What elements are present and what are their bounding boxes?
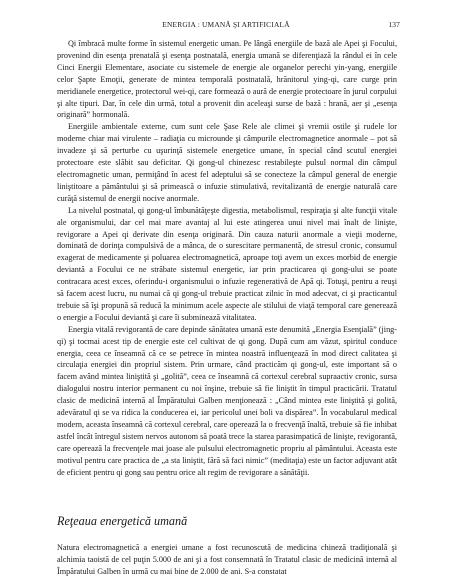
section-text [57, 542, 397, 578]
page-number: 137 [388, 20, 400, 29]
paragraph: Energiile ambientale externe, cum sunt cele Şase Rele ale climei şi vremii ostile şi rudele lor moderne chiar mai virulente – radiaţia cu microunde şi câmpurile electromagnetice anormale – pot să invadeze şi să perturbe cu uşurinţă sistemele energetice umane, în special când scutul energiei protectoare este slăbit sau deficitar. Qi gong-ul chinezesc restabileşte pulsul normal din câmpul electromagnetic uman, permiţând în acest fel adeptului să se conecteze la câmpul general de energie liniştitoare a pământului şi să primească o infuzie stimulativă, revitalizantă de energie naturală care curăţă sistemul de energii nocive anormale. [57, 122, 397, 203]
paragraph: Qi îmbracă multe forme în sistemul energetic uman. Pe lângă energiile de bază ale Apei şi Focului, provenind din esenţa prenatală şi esenţa postnatală, energia umană se diferenţiază la rândul ei în cele Cinci Energii Elementare, asociate cu sistemele de energie ale organelor perechi yin-yang, energiile celor Şapte Emoţii, generate de mintea temporală postnatală, hrănitorul ying-qi, care curge prin meridianele energetice, protectorul wei-qi, care formează o aură de energie protectoare în jurul corpului şi alte tipuri. Dar, în cele din urmă, totul a provenit din aceleaşi surse de bază : hrană, aer şi „esenţa originară” hormonală. [57, 39, 397, 120]
paragraph: Natura electromagnetică a energiei umane a fost recunoscută de medicina chineză tradiţională şi alchimia taoistă de cel puţin 5.000 de ani şi a fost consemnată în Tratatul clasic de medicină internă al Împăratului Galben în urmă cu mai bine de 2.000 de ani. S-a constatat [57, 543, 397, 576]
section-heading: Reţeaua energetică umană [57, 514, 188, 528]
running-header [0, 20, 452, 32]
paragraph: La nivelul postnatal, qi gong-ul îmbunătăţeşte digestia, metabolismul, respiraţia şi alte funcţii vitale ale organismului, dar cel mai mare avantaj al lui este atingerea unui nivel mai înalt de linişte, revigorare a Apei qi derivate din esenţa originară. Din cauza naturii anormale a vieţii moderne, dominată de dorinţa compulsivă de a mânca, de o surescitare permanentă, de stresul cronic, consumul exagerat de medicamente şi poluarea electromagnetică, aproape toţi avem un exces morbid de energie deviantă a Focului ce ne străbate sistemul energetic, iar prin practicarea qi gong-ului se poate contracara acest exces, oferindu-i organismului o infuzie regenerativă de Apă qi. Totuşi, pentru a reuşi să facem acest lucru, nu numai că qi gong-ul trebuie practicat zilnic în mod adecvat, ci şi practicantul trebuie să îşi propună să reducă la minimum acele aspecte ale stilului de viaţă temporal care generează o energie a Focului deviantă şi care îi subminează vitalitatea. [57, 205, 397, 322]
body-text [57, 38, 397, 479]
running-title: ENERGIA : UMANĂ ŞI ARTIFICIALĂ [162, 20, 290, 29]
paragraph: Energia vitală revigorantă de care depinde sănătatea umană este denumită „Energia Esenţială” (jing-qi) şi tocmai acest tip de energie este cel cultivat de qi gong. După cum am văzut, spiritul conduce energia, ceea ce înseamnă că ce se petrece în mintea noastră influenţează în mod direct calitatea şi circulaţia energiei din propriul sistem. Prin urmare, când practicăm qi gong-ul, este important să o facem având mintea liniştită şi „golită”, ceea ce înseamnă că cortexul cerebral supraactiv cronic, sursa dialogului nostru interior permanent cu noi înşine, trebuie să fie liniştit în timpul practicării. Tratatul clasic de medicină internă al Împăratului Galben menţionează : „Când mintea este liniştită şi golită, adevăratul qi se va ridica la conducerea ei, iar pericolul unei boli va dispărea”. În vocabularul medical modern, aceasta înseamnă că cortexul cerebral, care operează la o frecvenţă înaltă, trebuie să fie inhibat astfel încât întregul sistem nervos autonom să poată trece la starea parasimpatică de linişte, revigorantă, care operează la frecvenţele mai joase ale pulsului electromagnetic propriu al pământului. Aceasta este motivul pentru care practica de „a sta liniştit, fără să faci nimic” (meditaţia) este un factor adjuvant atât de eficient pentru qi gong sau pentru orice alt regim de revigorare a sănătăţii. [57, 324, 397, 477]
